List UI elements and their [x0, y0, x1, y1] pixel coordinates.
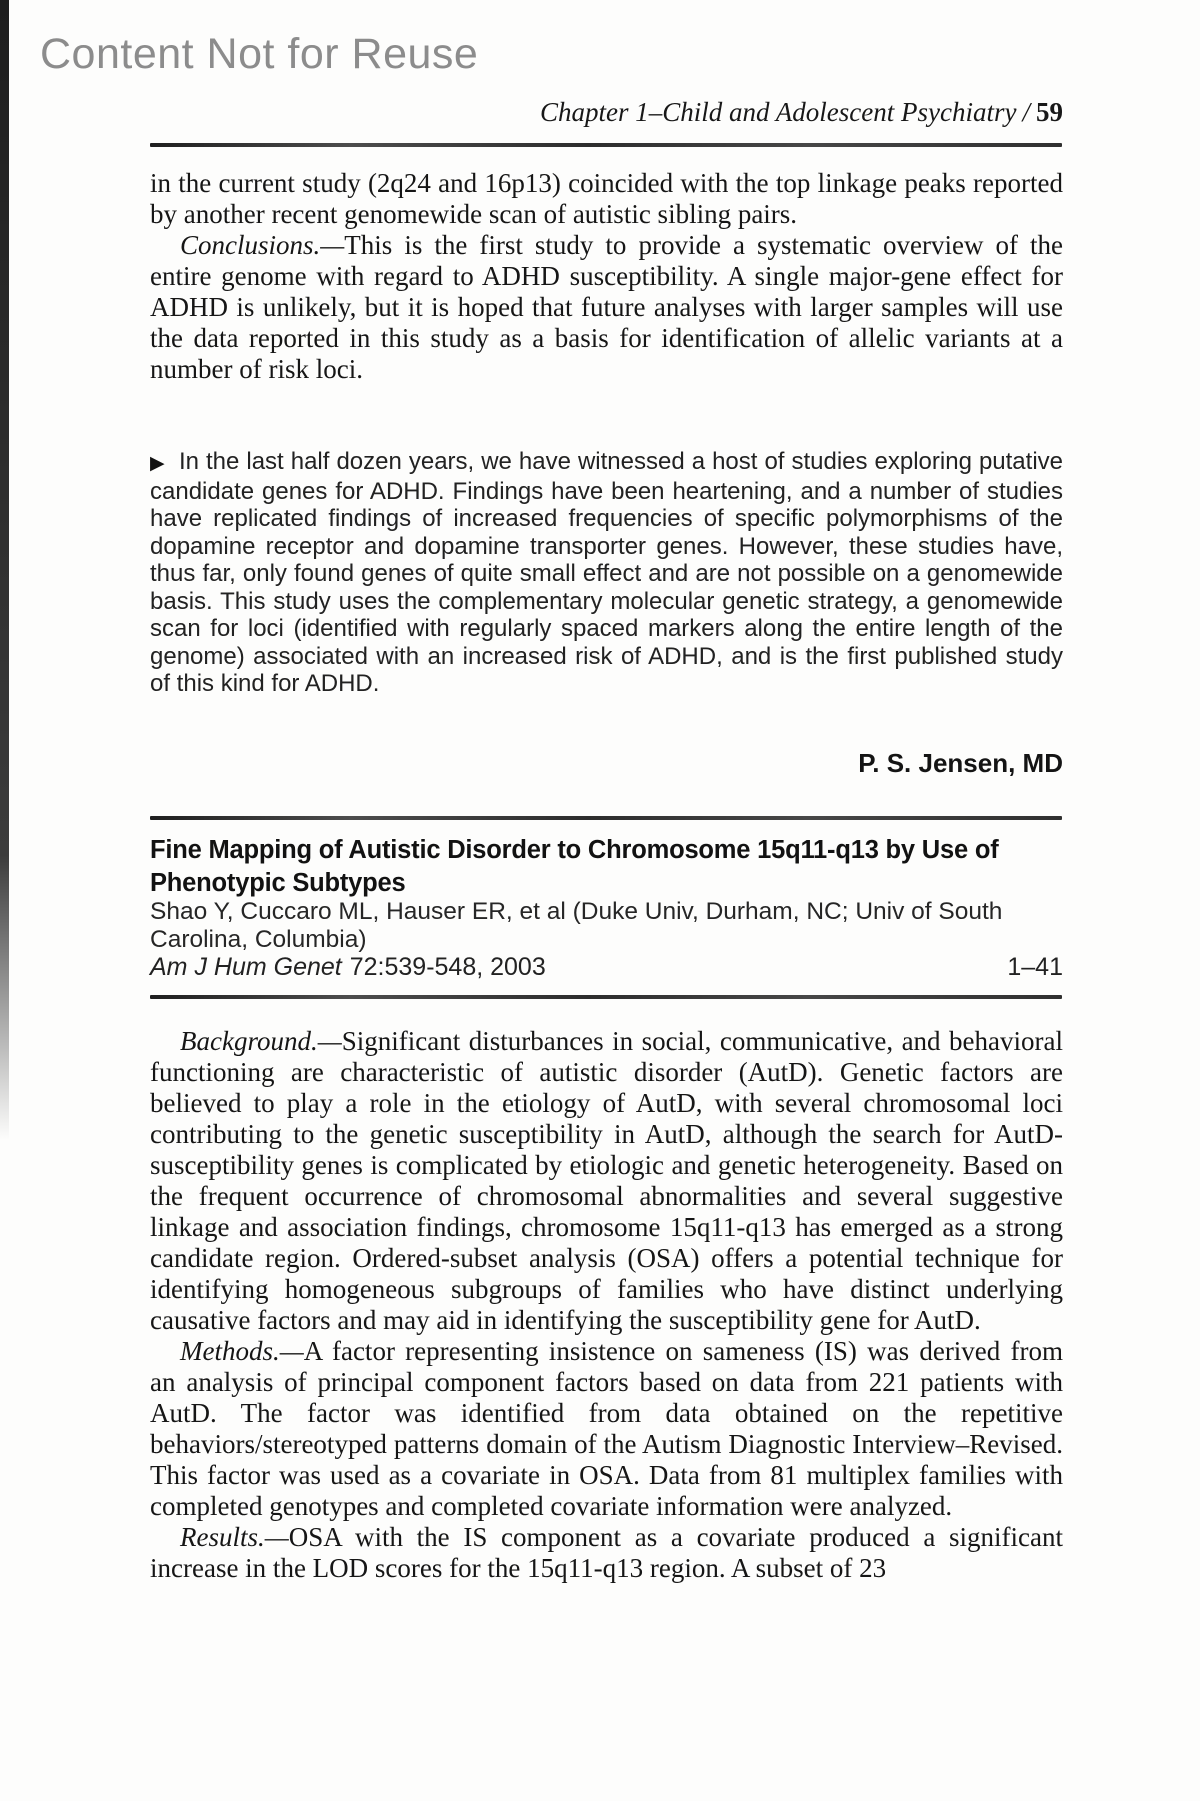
results-text: OSA with the IS component as a covariate produced a significant increase in the LOD scores for the 15q11-q13 region. A subset of 23 [150, 1522, 1063, 1583]
page-header [150, 96, 1063, 128]
abstract-background-paragraph [150, 1026, 1063, 1336]
methods-text: A factor representing insistence on sameness (IS) was derived from an analysis of principal component factors based on data from 221 patients with AutD. The factor was identified from data obtained on the repetitive behaviors/stereotyped patterns domain of the Autism Diagnostic Interview–Revised. This factor was used as a covariate in OSA. Data from 81 multiplex families with completed genotypes and completed covariate information were analyzed. [150, 1336, 1063, 1521]
journal-citation [150, 953, 1063, 982]
continuation-paragraph [150, 168, 1063, 230]
abstract-block [150, 1026, 1063, 1584]
citation-left [150, 953, 546, 982]
journal-name: Am J Hum Genet [150, 953, 342, 981]
commentator-signature: P. S. Jensen, MD [858, 748, 1063, 778]
section-rule-top [150, 816, 1062, 820]
header-separator: / [1022, 97, 1030, 127]
header-rule [150, 143, 1062, 147]
methods-label: Methods.— [180, 1336, 304, 1366]
previous-article-text [150, 168, 1063, 385]
triangle-marker-icon: ▶ [150, 453, 165, 474]
background-label: Background.— [180, 1026, 342, 1056]
results-label: Results.— [180, 1522, 289, 1552]
conclusions-label: Conclusions.— [180, 230, 345, 260]
commentary-paragraph [150, 448, 1063, 698]
scan-edge-artifact [0, 0, 9, 1140]
reference-number: 1–41 [1007, 953, 1063, 981]
continuation-text: in the current study (2q24 and 16p13) coincided with the top linkage peaks reported by another recent genomewide scan of autistic sibling pairs. [150, 168, 1063, 229]
watermark-text: Content Not for Reuse [40, 30, 479, 78]
background-text: Significant disturbances in social, communicative, and behavioral functioning are characteristic of autistic disorder (AutD). Genetic factors are believed to play a role in the etiology of AutD, with several chromosomal loci contributing to the genetic susceptibility in AutD, although the search for AutD-susceptibility genes is complicated by etiologic and genetic heterogeneity. Based on the frequent occurrence of chromosomal abnormalities and several suggestive linkage and association findings, chromosome 15q11-q13 has emerged as a strong candidate region. Ordered-subset analysis (OSA) offers a potential technique for identifying homogeneous subgroups of families who have distinct underlying causative factors and may aid in identifying the susceptibility gene for AutD. [150, 1026, 1063, 1335]
conclusions-text: This is the first study to provide a systematic overview of the entire genome with regard to ADHD susceptibility. A single major-gene effect for ADHD is unlikely, but it is hoped that future analyses with larger samples will use the data reported in this study as a basis for identification of allelic variants at a number of risk loci. [150, 230, 1063, 384]
chapter-title: Chapter 1–Child and Adolescent Psychiatry [540, 97, 1017, 127]
abstract-results-paragraph [150, 1522, 1063, 1584]
page-number: 59 [1036, 97, 1063, 127]
conclusions-paragraph [150, 230, 1063, 385]
commentary-text: In the last half dozen years, we have witnessed a host of studies exploring putative candidate genes for ADHD. Findings have been heartening, and a number of studies have replicated findings of increased frequencies of specific polymorphisms of the dopamine receptor and dopamine transporter genes. However, these studies have, thus far, only found genes of quite small effect and are not possible on a genomewide basis. This study uses the complementary molecular genetic strategy, a genomewide scan for loci (identified with regularly spaced markers along the entire length of the genome) associated with an increased risk of ADHD, and is the first published study of this kind for ADHD. [150, 448, 1063, 697]
section-rule-bottom [150, 995, 1062, 999]
article-authors: Shao Y, Cuccaro ML, Hauser ER, et al (Duke Univ, Durham, NC; Univ of South Carolina, Columbia) [150, 898, 1003, 953]
abstract-methods-paragraph [150, 1336, 1063, 1522]
citation-detail: 72:539-548, 2003 [349, 953, 546, 981]
article-title: Fine Mapping of Autistic Disorder to Chromosome 15q11-q13 by Use of Phenotypic Subtypes [150, 836, 999, 897]
